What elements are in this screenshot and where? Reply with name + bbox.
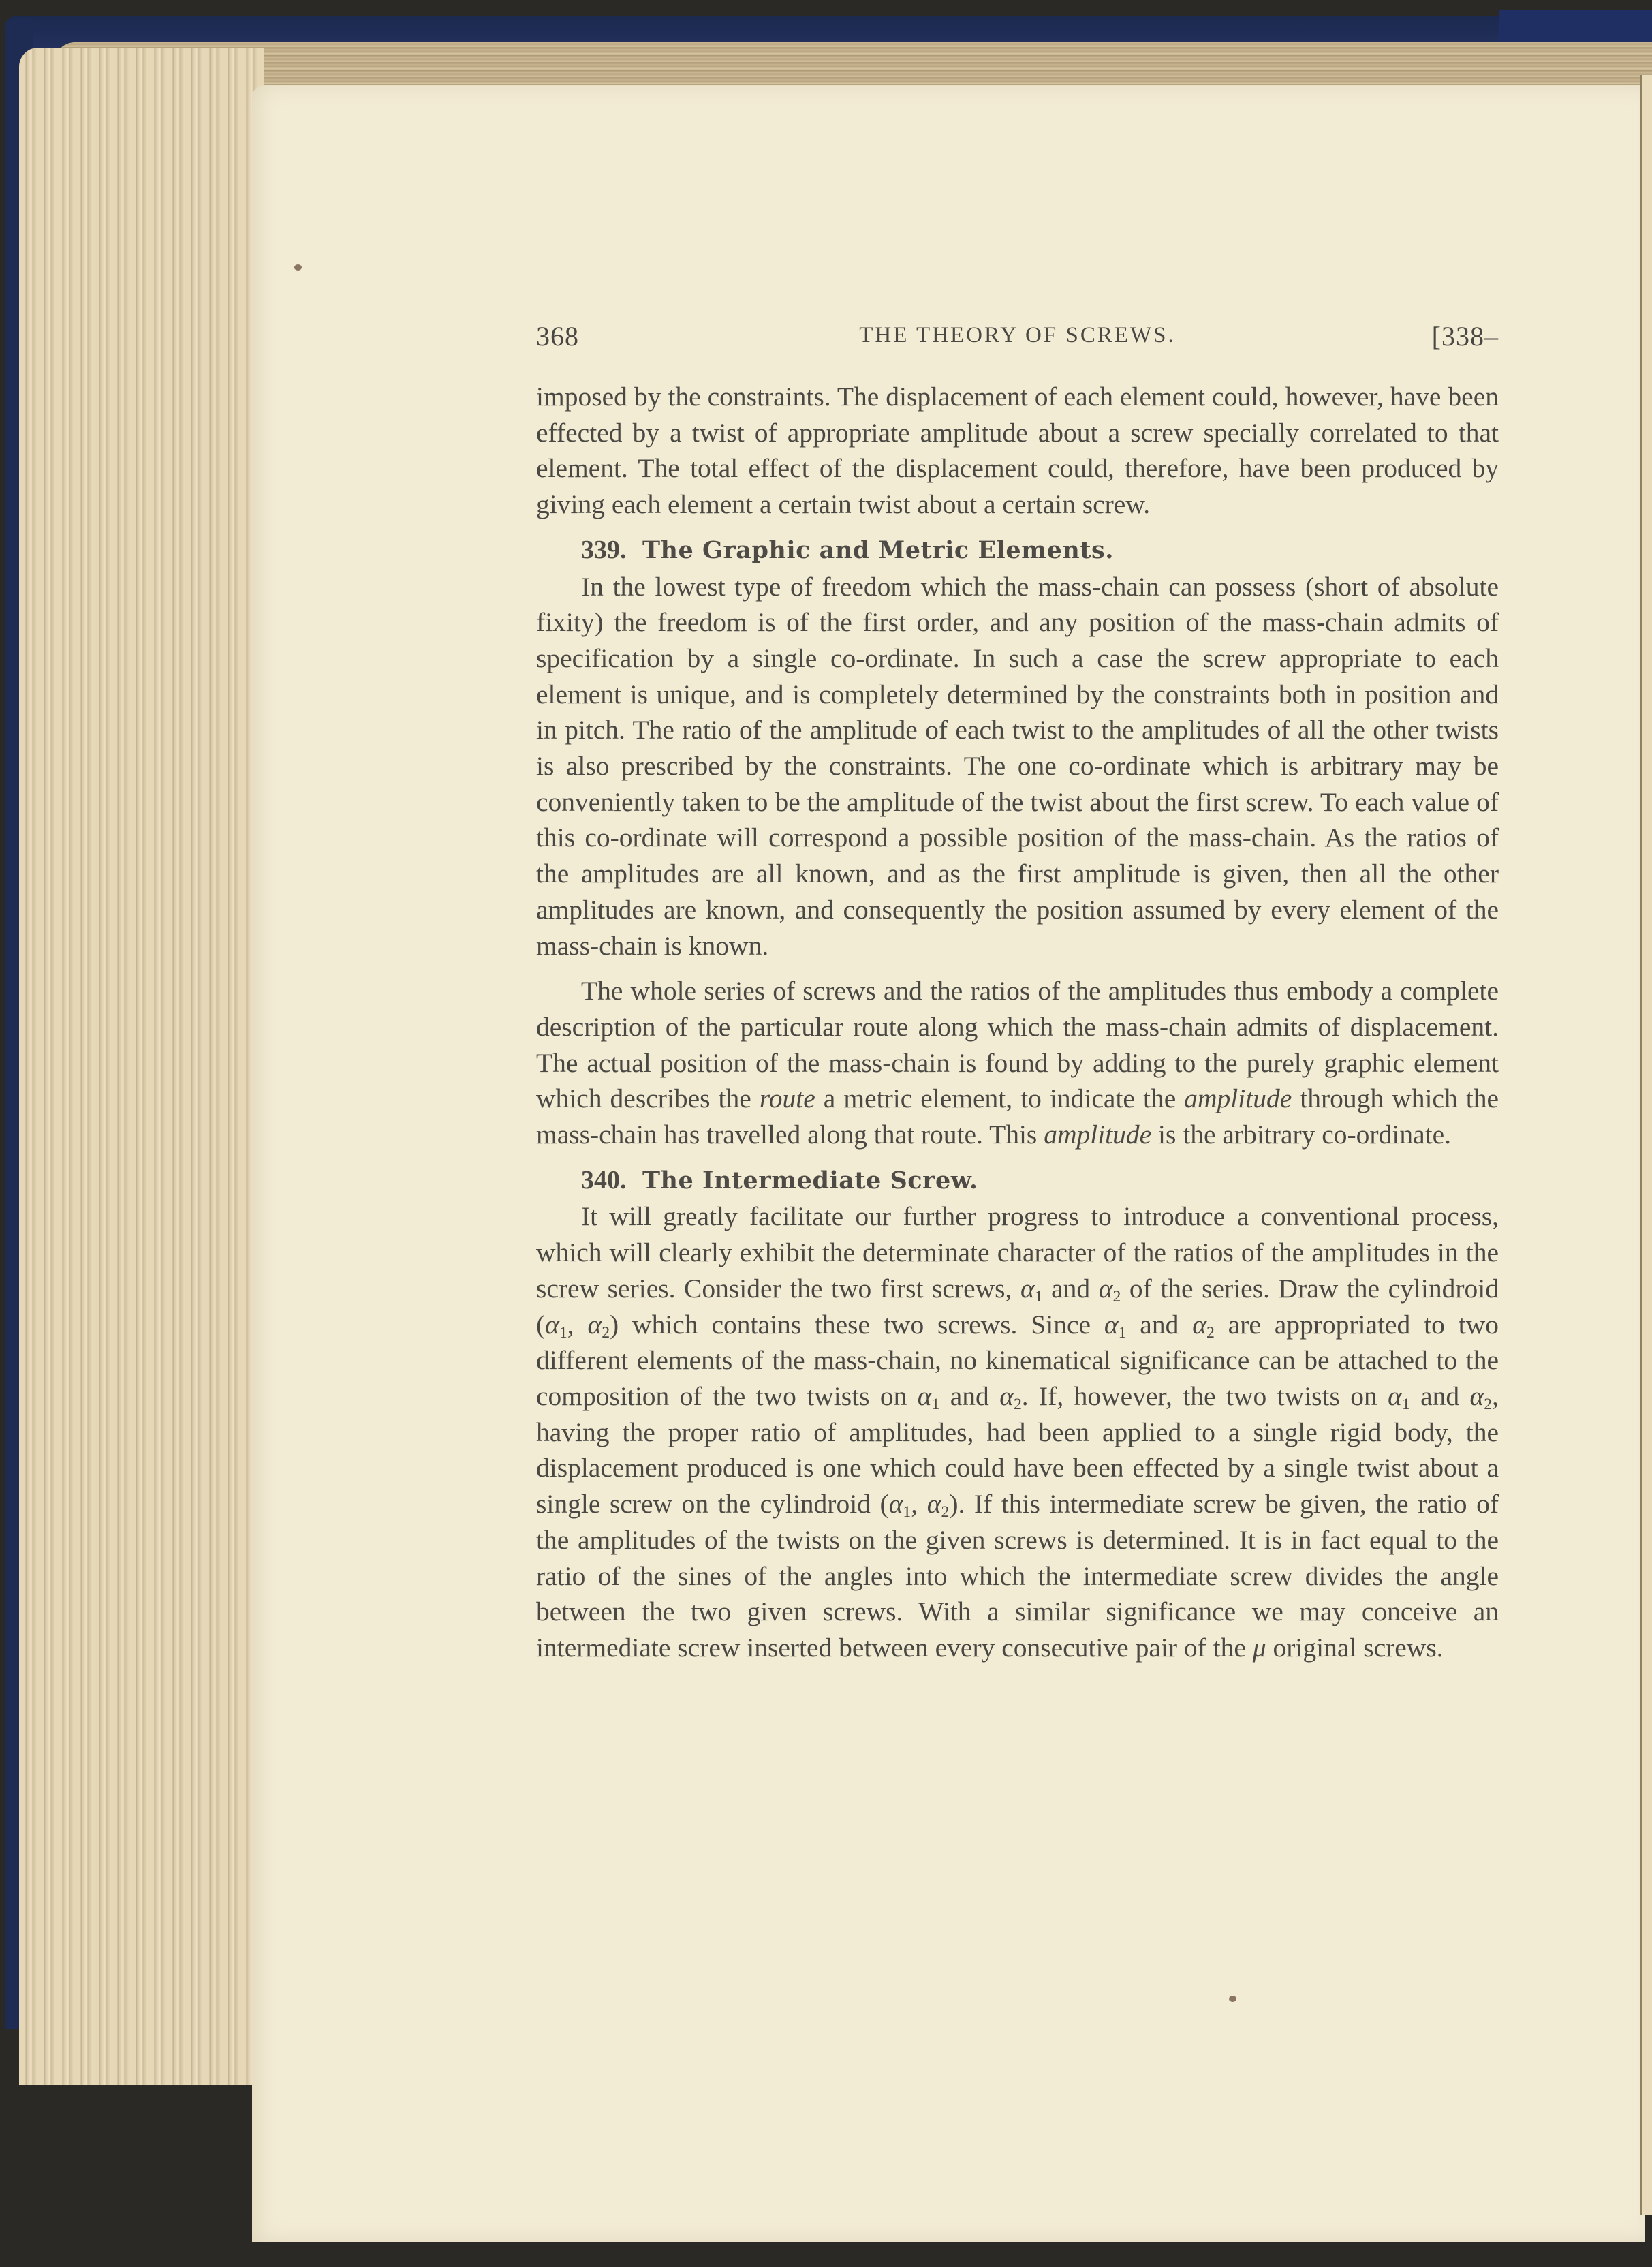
math-alpha: α	[926, 1489, 941, 1520]
paragraph: In the lowest type of freedom which the mass-chain can possess (short of absolute fixity) the freedom is of the first order, and any position of the mass-chain admits of specification by a single co-ordinate. In such a case the screw appropriate to each element is unique, and is completely determined by the constraints both in position and in pitch. The ratio of the amplitude of each twist to the amplitudes of all the other twists is also prescribed by the constraints. The one co-ordinate which is arbitrary may be conveniently taken to be the amplitude of the twist about the first screw. To each value of this co-ordinate will correspond a possible position of the mass-chain. As the ratios of the amplitudes are all known, and as the first amplitude is given, then all the other amplitudes are known, and consequently the position assumed by every element of the mass-chain is known.	[536, 571, 1499, 961]
text-run: ,	[911, 1489, 927, 1520]
text-run: and	[1126, 1309, 1193, 1340]
math-alpha: α	[917, 1381, 932, 1411]
running-title: THE THEORY OF SCREWS.	[859, 323, 1176, 348]
text-run: , having the proper ratio of amplitudes, had been applied to a single rigid body, the displacement produced is one which could have been effected by a single twist about a single screw on the cylindroid (	[536, 1381, 1499, 1520]
subscript: 2	[1112, 1287, 1121, 1306]
section-reference: [338–	[1431, 321, 1499, 352]
text-run: are appropriated to two different elements of the mass-chain, no kinematical significance can be attached to the composition of the two twists on	[536, 1309, 1499, 1411]
subscript: 2	[602, 1323, 610, 1342]
subscript: 2	[941, 1503, 950, 1522]
section-title: The Graphic and Metric Elements.	[642, 536, 1114, 564]
subscript: 1	[1118, 1323, 1127, 1342]
running-head	[536, 320, 1499, 361]
paragraph	[536, 973, 1499, 1153]
section-number: 339.	[581, 535, 627, 564]
italic-term: amplitude	[1184, 1083, 1292, 1114]
text-run: The whole series of screws and the ratios of the amplitudes thus embody a complete description of the particular route along which the mass-chain admits of displacement. The actual position of the mass-chain is found by adding to the purely graphic element which describes the	[536, 976, 1499, 1114]
paragraph-continued: imposed by the constraints. The displacement of each element could, however, have been effected by a twist of appropriate amplitude about a screw specially correlated to that element. The total effect of the displacement could, therefore, have been produced by giving each element a certain twist about a certain screw.	[536, 382, 1499, 520]
text-run: and	[1409, 1381, 1470, 1411]
math-mu: μ	[1252, 1632, 1266, 1663]
paragraph	[536, 1199, 1499, 1665]
text-run: ). If this intermediate screw be given, the ratio of the amplitudes of the twists on the given screws is determined. It is in fact equal to the ratio of the sines of the angles into which the intermediate screw divides the angle between the two given screws. With a similar significance we may conceive an intermediate screw inserted between every consecutive pair of the	[536, 1489, 1499, 1663]
math-alpha: α	[1020, 1273, 1035, 1304]
page-right-edge	[1640, 75, 1652, 2215]
text-run: ,	[567, 1309, 588, 1340]
italic-term: route	[759, 1083, 815, 1114]
page-stack-top-edges	[54, 42, 1652, 90]
subscript: 1	[903, 1503, 911, 1522]
text-run: and	[1042, 1273, 1099, 1304]
math-alpha: α	[1388, 1381, 1402, 1411]
text-run: through which the mass-chain has travelled along that route. This	[536, 1083, 1499, 1150]
paper-speck	[1229, 1996, 1236, 2002]
subscript: 2	[1206, 1323, 1215, 1342]
page-stack-left-edges	[19, 48, 264, 2085]
math-alpha: α	[1098, 1273, 1113, 1304]
paper-speck	[294, 264, 302, 271]
section-number: 340.	[581, 1165, 627, 1194]
math-alpha: α	[1469, 1381, 1484, 1411]
subscript: 2	[1013, 1395, 1022, 1413]
math-alpha: α	[587, 1309, 602, 1340]
text-run: a metric element, to indicate the	[815, 1083, 1185, 1114]
math-alpha: α	[1192, 1309, 1206, 1340]
subscript: 1	[1401, 1395, 1410, 1413]
section-heading-340	[536, 1162, 1499, 1199]
text-run: of the series. Draw the cylindroid (	[536, 1273, 1499, 1340]
text-run: and	[939, 1381, 1000, 1411]
subscript: 1	[931, 1395, 940, 1413]
page-body	[536, 379, 1499, 1666]
section-title: The Intermediate Screw.	[642, 1166, 978, 1194]
page-number: 368	[536, 321, 579, 352]
math-alpha: α	[999, 1381, 1014, 1411]
text-run: original screws.	[1266, 1632, 1444, 1663]
italic-term: amplitude	[1044, 1120, 1152, 1150]
text-run: It will greatly facilitate our further progress to introduce a conventional process, which will clearly exhibit the determinate character of the ratios of the amplitudes in the screw series. Consider the two first screws,	[536, 1201, 1499, 1304]
subscript: 1	[559, 1323, 567, 1342]
subscript: 1	[1034, 1287, 1043, 1306]
text-run: is the arbitrary co-ordinate.	[1151, 1120, 1451, 1150]
text-run: ) which contains these two screws. Since	[610, 1309, 1104, 1340]
math-alpha: α	[545, 1309, 559, 1340]
math-alpha: α	[1104, 1309, 1119, 1340]
text-run: . If, however, the two twists on	[1021, 1381, 1388, 1411]
subscript: 2	[1484, 1395, 1493, 1413]
math-alpha: α	[888, 1489, 903, 1520]
section-heading-339	[536, 532, 1499, 569]
